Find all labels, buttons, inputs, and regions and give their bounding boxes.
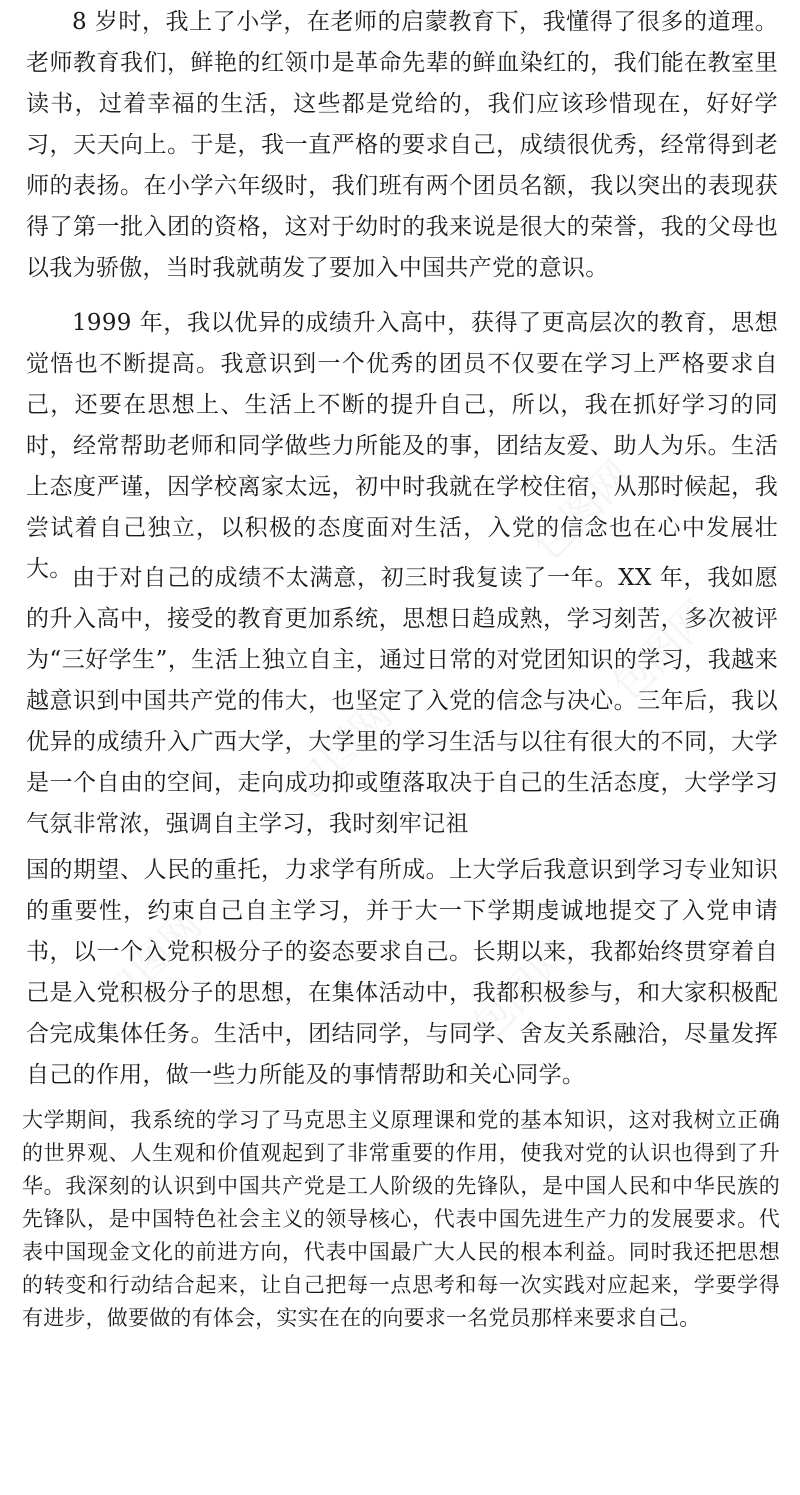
paragraph-university-continued: 国的期望、人民的重托，力求学有所成。上大学后我意识到学习专业知识的重要性，约束自己自主学习，并于大一下学期虔诚地提交了入党申请书，以一个入党积极分子的姿态要求自己。长期以来，我都始终贯穿着自己是入党积极分子的思想，在集体活动中，我都积极参与，和大家积极配合完成集体任务。生活中，团结同学，与同学、舍友关系融洽，尽量发挥自己的作用，做一些力所能及的事情帮助和关心同学。: [26, 857, 778, 1088]
paragraph-primary-school: 8 岁时，我上了小学，在老师的启蒙教育下，我懂得了很多的道理。老师教育我们，鲜艳的红领巾是革命先辈的鲜血染红的，我们能在教室里读书，过着幸福的生活，这些都是党给的，我们应该珍惜现在，好好学习，天天向上。于是，我一直严格的要求自己，成绩很优秀，经常得到老师的表扬。在小学六年级时，我们班有两个团员名额，我以突出的表现获得了第一批入团的资格，这对于幼时的我来说是很大的荣誉，我的父母也以我为骄傲，当时我就萌发了要加入中国共产党的意识。: [26, 9, 778, 281]
paragraph-university-study: 大学期间，我系统的学习了马克思主义原理课和党的基本知识，这对我树立正确的世界观、人生观和价值观起到了非常重要的作用，使我对党的认识也得到了升华。我深刻的认识到中国共产党是工人阶级的先锋队，是中国人民和中华民族的先锋队，是中国特色社会主义的领导核心，代表中国先进生产力的发展要求。代表中国现金文化的前进方向，代表中国最广大人民的根本利益。同时我还把思想的转变和行动结合起来，让自己把每一点思考和每一次实践对应起来，学要学得有进步，做要做的有体会，实实在在的向要求一名党员那样来要求自己。: [22, 1108, 780, 1330]
watermark: 包图网: [523, 452, 642, 570]
paragraph-high-school-1999: 1999 年，我以优异的成绩升入高中，获得了更高层次的教育，思想觉悟也不断提高。我意识到一个优秀的团员不仅要在学习上严格要求自己，还要在思想上、生活上不断的提升自己，所以，我在抓好学习的同时，经常帮助老师和同学做些力所能及的事，团结友爱、助人为乐。生活上态度严谨，因学校离家太远，初中时我就在学校住宿，从那时候起，我尝试着自己独立，以积极的态度面对生活，入党的信念也在心中发展壮大。: [26, 310, 778, 582]
watermark: 包图网: [603, 592, 722, 710]
watermark: 包图网: [283, 692, 402, 810]
paragraph-high-school-university: 由于对自己的成绩不太满意，初三时我复读了一年。XX 年，我如愿的升入高中，接受的教育更加系统，思想日趋成熟，学习刻苦，多次被评为“三好学生”，生活上独立自主，通过日常的对党团知识的学习，我越来越意识到中国共产党的伟大，也坚定了入党的信念与决心。三年后，我以优异的成绩升入广西大学，大学里的学习生活与以往有很大的不同，大学是一个自由的空间，走向成功抑或堕落取决于自己的生活态度，大学学习气氛非常浓，强调自主学习，我时刻牢记祖: [26, 565, 778, 837]
watermark: 包图网: [463, 932, 582, 1050]
watermark: 包图网: [93, 902, 212, 1020]
